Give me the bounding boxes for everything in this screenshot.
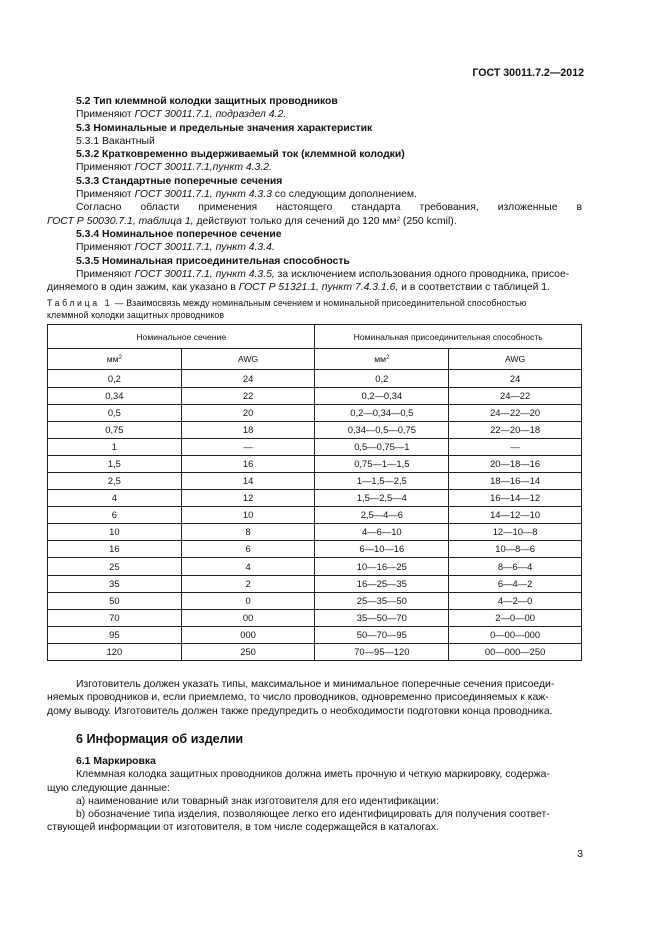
section-5-3-5-line2 xyxy=(47,281,582,294)
table-caption-text: — Взаимосвязь между номинальным сечением и номинальной присоединительной способностью xyxy=(112,298,527,309)
table-row xyxy=(48,592,582,609)
table-caption-line2: клеммной колодки защитных проводников xyxy=(47,310,225,321)
table-cell: 6 xyxy=(48,507,182,524)
table-cell: 2 xyxy=(181,575,315,592)
section-6-title: 6 Информация об изделии xyxy=(76,731,244,746)
col-header-awg: AWG xyxy=(181,349,315,370)
table-cell: 0,2 xyxy=(315,370,449,387)
data-table xyxy=(47,324,582,661)
text-span: за исключением использования одного проводника, присое- xyxy=(274,268,570,280)
ref-link: ГОСТ 30011.7.1, пункт 4.3.5, xyxy=(134,268,275,280)
table-cell: 95 xyxy=(48,626,182,643)
ref-link: ГОСТ Р 50030.7.1, таблица 1, xyxy=(47,215,194,227)
page-content xyxy=(47,95,582,835)
table-cell: 20—18—16 xyxy=(449,455,582,472)
table-cell: 12 xyxy=(181,490,315,507)
note-line: дому выводу. Изготовитель должен также предупредить о необходимости подготовки конца проводника. xyxy=(47,705,553,717)
table-cell: 1 xyxy=(48,438,182,455)
section-6-1-title: 6.1 Маркировка xyxy=(76,755,156,767)
col-header-mm2 xyxy=(315,349,449,370)
table-cell: — xyxy=(449,438,582,455)
text-span: и в соответствии с таблицей 1. xyxy=(398,282,550,294)
table-row xyxy=(48,421,582,438)
ref-suffix: со следующим дополнением. xyxy=(271,189,417,201)
section-6-1-line1: Клеммная колодка защитных проводников должна иметь прочную и четкую маркировку, содержа- xyxy=(76,769,550,781)
section-5-3-2-reference xyxy=(47,161,582,174)
table-cell: 10 xyxy=(48,524,182,541)
col-label: мм xyxy=(374,354,387,365)
table-cell: 35 xyxy=(48,575,182,592)
table-row xyxy=(48,455,582,472)
table-cell: 16 xyxy=(48,541,182,558)
table-row xyxy=(48,370,582,387)
table-row xyxy=(48,558,582,575)
table-cell: 00 xyxy=(181,609,315,626)
table-cell: 120 xyxy=(48,643,182,660)
ref-link: ГОСТ 30011.7.1,пункт 4.3.2. xyxy=(134,162,272,174)
table-cell: 24 xyxy=(181,370,315,387)
table-cell: 6 xyxy=(181,541,315,558)
table-cell: 14—12—10 xyxy=(449,507,582,524)
table-cell: 250 xyxy=(181,643,315,660)
col-label: мм xyxy=(106,354,119,365)
section-5-3-title: 5.3 Номинальные и предельные значения характеристик xyxy=(76,122,373,134)
table-cell: 0,2—0,34 xyxy=(315,387,449,404)
section-5-3-1: 5.3.1 Вакантный xyxy=(76,135,155,147)
table-cell: 22—20—18 xyxy=(449,421,582,438)
table-cell: 1—1,5—2,5 xyxy=(315,473,449,490)
table-cell: 18—16—14 xyxy=(449,473,582,490)
table-body xyxy=(48,370,582,661)
table-subheader-row xyxy=(48,349,582,370)
table-cell: 0,34—0,5—0,75 xyxy=(315,421,449,438)
ref-link: ГОСТ 30011.7.1, пункт 4.3.4. xyxy=(134,242,275,254)
table-cell: 0,34 xyxy=(48,387,182,404)
table-row xyxy=(48,609,582,626)
page-number: 3 xyxy=(577,849,583,860)
table-cell: 70—95—120 xyxy=(315,643,449,660)
table-cell: 4—2—0 xyxy=(449,592,582,609)
table-row xyxy=(48,524,582,541)
table-cell: 18 xyxy=(181,421,315,438)
table-cell: 50 xyxy=(48,592,182,609)
section-5-2-reference xyxy=(47,108,582,121)
list-item-b-line1: b) обозначение типа изделия, позволяющее легко его идентифицировать для получения соответ- xyxy=(76,809,550,821)
table-cell: 0,5 xyxy=(48,404,182,421)
section-5-3-4-title: 5.3.4 Номинальное поперечное сечение xyxy=(76,228,282,240)
header-group-nominal-section: Номинальное сечение xyxy=(48,325,315,349)
table-cell: — xyxy=(181,438,315,455)
manufacturer-note xyxy=(47,678,582,718)
table-cell: 00—000—250 xyxy=(449,643,582,660)
ref-prefix: Применяют xyxy=(76,189,135,201)
table-row xyxy=(48,643,582,660)
table-cell: 1,5 xyxy=(48,455,182,472)
header-group-connection-capacity: Номинальная присоединительная способность xyxy=(315,325,582,349)
table-row xyxy=(48,575,582,592)
table-row xyxy=(48,507,582,524)
section-5-3-3-line2: Согласно области применения настоящего стандарта требования, изложенные в xyxy=(76,202,582,214)
table-cell: 0,2 xyxy=(48,370,182,387)
section-5-3-3-reference xyxy=(47,188,582,201)
ref-prefix: Применяют xyxy=(76,242,135,254)
table-cell: 12—10—8 xyxy=(449,524,582,541)
ref-prefix: Применяют xyxy=(76,109,135,121)
table-row xyxy=(48,626,582,643)
table-caption xyxy=(47,297,582,321)
table-cell: 4—6—10 xyxy=(315,524,449,541)
table-row xyxy=(48,438,582,455)
section-5-3-2-title: 5.3.2 Кратковременно выдерживаемый ток (клеммной колодки) xyxy=(76,149,405,161)
document-header: ГОСТ 30011.7.2—2012 xyxy=(472,67,584,79)
ref-link: ГОСТ 30011.7.1, пункт 4.3.3 xyxy=(134,189,272,201)
table-cell: 25—35—50 xyxy=(315,592,449,609)
list-item-a: а) наименование или товарный знак изготовителя для его идентификации: xyxy=(76,795,439,807)
ref-link: ГОСТ 30011.7.1, подраздел 4.2. xyxy=(134,109,287,121)
note-line: Изготовитель должен указать типы, максимальное и минимальное поперечные сечения присоеди- xyxy=(76,679,555,691)
col-header-awg: AWG xyxy=(449,349,582,370)
col-header-mm2 xyxy=(48,349,182,370)
table-cell: 000 xyxy=(181,626,315,643)
table-row xyxy=(48,473,582,490)
table-cell: 0,75 xyxy=(48,421,182,438)
superscript: 2 xyxy=(396,216,401,223)
table-cell: 0,2—0,34—0,5 xyxy=(315,404,449,421)
table-cell: 4 xyxy=(48,490,182,507)
table-cell: 2,5—4—6 xyxy=(315,507,449,524)
ref-link: ГОСТ Р 51321.1, пункт 7.4.3.1.6, xyxy=(238,282,399,294)
text-span: действуют только для сечений до 120 мм xyxy=(193,215,397,227)
table-cell: 16 xyxy=(181,455,315,472)
table-cell: 16—14—12 xyxy=(449,490,582,507)
table-cell: 50—70—95 xyxy=(315,626,449,643)
table-row xyxy=(48,541,582,558)
table-cell: 2—0—00 xyxy=(449,609,582,626)
table-cell: 22 xyxy=(181,387,315,404)
table-caption-line1 xyxy=(47,297,582,309)
table-cell: 10 xyxy=(181,507,315,524)
table-cell: 10—8—6 xyxy=(449,541,582,558)
section-5-2-title: 5.2 Тип клеммной колодки защитных проводников xyxy=(76,96,338,107)
table-cell: 0 xyxy=(181,592,315,609)
table-cell: 2,5 xyxy=(48,473,182,490)
table-row xyxy=(48,387,582,404)
section-5-3-5-title: 5.3.5 Номинальная присоединительная способность xyxy=(76,255,350,267)
table-cell: 8 xyxy=(181,524,315,541)
note-line: няемых проводников и, если приемлемо, то число проводников, одновременно присоединяемых к каж- xyxy=(47,692,549,704)
table-cell: 0,5—0,75—1 xyxy=(315,438,449,455)
superscript: 2 xyxy=(386,355,390,362)
table-cell: 10—16—25 xyxy=(315,558,449,575)
table-cell: 0,75—1—1,5 xyxy=(315,455,449,472)
section-5-3-3-line3 xyxy=(47,215,582,228)
table-header-row xyxy=(48,325,582,349)
table-cell: 70 xyxy=(48,609,182,626)
list-item-b-line2: ствующей информации от изготовителя, в том числе содержащейся в каталогах. xyxy=(47,822,439,834)
table-cell: 4 xyxy=(181,558,315,575)
section-5-3-5-line1 xyxy=(47,268,582,281)
table-caption-label: Таблица 1 xyxy=(47,298,113,309)
table-cell: 6—4—2 xyxy=(449,575,582,592)
ref-prefix: Применяют xyxy=(76,162,135,174)
table-cell: 16—25—35 xyxy=(315,575,449,592)
table-cell: 20 xyxy=(181,404,315,421)
table-cell: 24 xyxy=(449,370,582,387)
table-row xyxy=(48,490,582,507)
table-cell: 35—50—70 xyxy=(315,609,449,626)
text-span: (250 kcmil). xyxy=(400,215,457,227)
table-cell: 24—22—20 xyxy=(449,404,582,421)
section-5-3-3-title: 5.3.3 Стандартные поперечные сечения xyxy=(76,175,283,187)
table-cell: 24—22 xyxy=(449,387,582,404)
table-cell: 14 xyxy=(181,473,315,490)
section-5-3-4-reference xyxy=(47,241,582,254)
table-row xyxy=(48,404,582,421)
table-cell: 25 xyxy=(48,558,182,575)
superscript: 2 xyxy=(118,355,122,362)
text-span: Применяют xyxy=(76,268,135,280)
table-cell: 6—10—16 xyxy=(315,541,449,558)
table-cell: 8—6—4 xyxy=(449,558,582,575)
table-cell: 0—00—000 xyxy=(449,626,582,643)
table-cell: 1,5—2,5—4 xyxy=(315,490,449,507)
section-6-1-line2: щую следующие данные: xyxy=(47,782,170,794)
text-span: диняемого в один зажим, как указано в xyxy=(47,282,239,294)
